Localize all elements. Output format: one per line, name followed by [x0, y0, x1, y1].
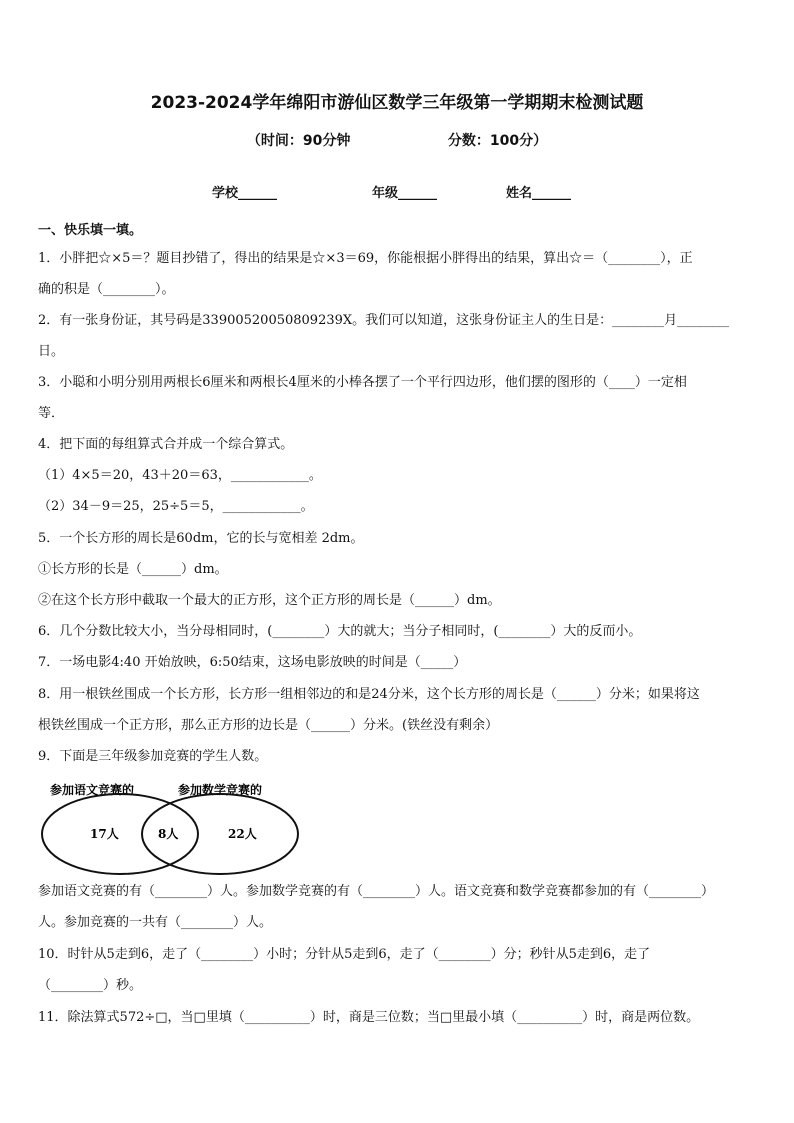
- math-only-count: 22人: [228, 827, 257, 841]
- chinese-only-count: 17人: [90, 827, 119, 841]
- question-5-part-1: ①长方形的长是（______）dm。: [38, 562, 228, 577]
- student-info: [212, 182, 662, 202]
- question-8-line1: 8．用一根铁丝围成一个长方形，长方形一组相邻边的和是24分米，这个长方形的周长是（______）分米；如果将这: [38, 687, 700, 702]
- question-9-line1: 参加语文竞赛的有（________）人。参加数学竞赛的有（________）人。语文竞赛和数学竞赛都参加的有（________）: [38, 884, 715, 899]
- question-5: 5．一个长方形的周长是60dm，它的长与宽相差 2dm。: [38, 531, 364, 546]
- question-2-line2: 日。: [38, 344, 65, 359]
- question-2-line1: 2．有一张身份证，其号码是33900520050809239X。我们可以知道，这张身份证主人的生日是：________月________: [38, 313, 730, 328]
- question-7: 7．一场电影4:40 开始放映，6:50结束，这场电影放映的时间是（_____）: [38, 655, 467, 670]
- question-4: 4．把下面的每组算式合并成一个综合算式。: [38, 437, 294, 452]
- venn-label-math: 参加数学竞赛的: [178, 783, 263, 797]
- grade-field[interactable]: 年级______: [372, 186, 438, 201]
- name-field[interactable]: 姓名______: [506, 186, 572, 201]
- section-heading: 一、快乐填一填。: [38, 223, 143, 238]
- question-1-line1: 1．小胖把☆×5＝？题目抄错了，得出的结果是☆×3＝69，你能根据小胖得出的结果，算出☆＝（________），正: [38, 251, 693, 266]
- question-10-line1: 10．时针从5走到6，走了（________）小时；分针从5走到6，走了（________）分；秒针从5走到6，走了: [38, 947, 651, 962]
- question-9: 9．下面是三年级参加竞赛的学生人数。: [38, 749, 268, 764]
- question-6: 6．几个分数比较大小，当分母相同时，(________）大的就大；当分子相同时，(________）大的反而小。: [38, 624, 642, 639]
- venn-label-chinese: 参加语文竞赛的: [50, 783, 135, 797]
- school-field[interactable]: 学校______: [212, 186, 278, 201]
- question-4-part-1: （1）4×5＝20，43＋20＝63，____________。: [38, 468, 322, 483]
- question-1-line2: 确的积是（________）。: [38, 282, 175, 297]
- question-3-line2: 等．: [38, 406, 65, 421]
- question-3-line1: 3．小聪和小明分别用两根长6厘米和两根长4厘米的小棒各摆了一个平行四边形，他们摆的图形的（____）一定相: [38, 375, 687, 390]
- venn-diagram: [38, 778, 308, 882]
- both-count: 8人: [158, 827, 179, 841]
- question-4-part-2: （2）34－9＝25，25÷5＝5，____________。: [38, 499, 314, 514]
- exam-info: （时间：90分钟 分数：100分）: [246, 133, 548, 149]
- question-10-line2: （________）秒。: [38, 978, 143, 993]
- question-9-line2: 人。参加竞赛的一共有（________）人。: [38, 915, 273, 930]
- page-title: 2023-2024学年绵阳市游仙区数学三年级第一学期期末检测试题: [150, 93, 644, 113]
- question-8-line2: 根铁丝围成一个正方形，那么正方形的边长是（______）分米。(铁丝没有剩余）: [38, 718, 499, 733]
- question-5-part-2: ②在这个长方形中截取一个最大的正方形，这个正方形的周长是（______）dm。: [38, 593, 501, 608]
- question-11: 11．除法算式572÷□，当□里填（__________）时，商是三位数；当□里最小填（__________）时，商是两位数。: [38, 1010, 700, 1025]
